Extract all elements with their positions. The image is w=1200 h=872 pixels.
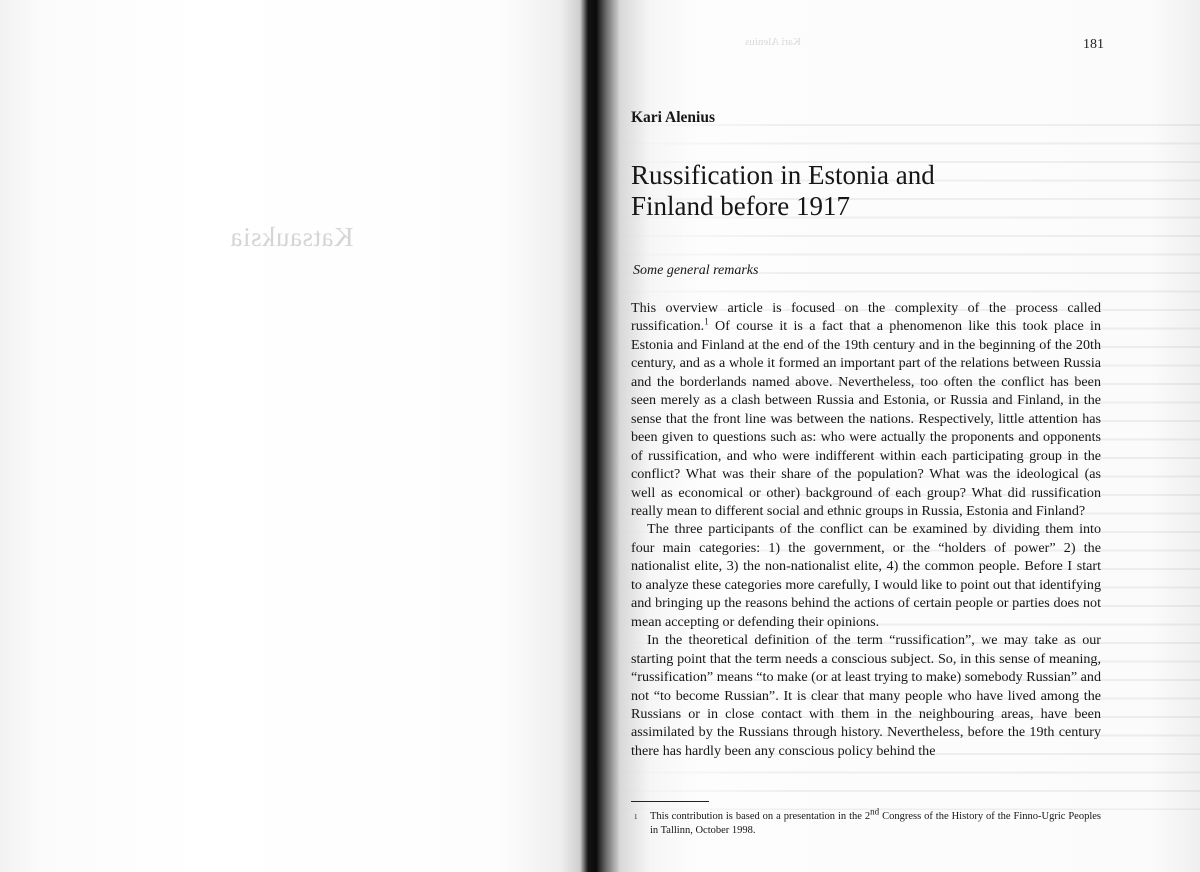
section-subheading: Some general remarks	[633, 263, 759, 278]
footnote	[631, 806, 1102, 838]
footnote-text-end: Congress of the History of the Finno-Ugric Peoples in Tallinn, October 1998.	[650, 811, 1102, 836]
footnote-divider	[631, 801, 709, 802]
footnote-reference: 1	[704, 316, 709, 327]
paragraph-1-start: This overview article is focused on the complexity of the process called russification.	[631, 300, 1101, 335]
bleed-through-header: Kari Alenius	[745, 36, 801, 48]
bleed-through-text: Katsauksia	[230, 222, 354, 252]
title-line-1: Russification in Estonia and	[631, 160, 935, 190]
title-line-2: Finland before 1917	[631, 191, 850, 221]
left-page	[0, 0, 585, 872]
paragraph-2: The three participants of the conflict can be examined by dividing them into four main categories: 1) the government, or the “holders of power” 2) the nationalist elite, 3) the non-nationalist elite, 4) the common people. Before I start to analyze these categories more carefully, I would like to point out that identifying and bringing up the reasons behind the actions of certain people or parties does not mean accepting or defending their opinions.	[631, 521, 1101, 630]
footnote-text	[650, 806, 1102, 838]
article-body	[631, 299, 1101, 760]
footnote-ordinal: nd	[870, 806, 880, 817]
article-title	[631, 160, 935, 222]
author-name: Kari Alenius	[631, 109, 715, 126]
footnote-text-start: This contribution is based on a presentation in the 2	[650, 811, 871, 822]
paragraph-1-rest: Of course it is a fact that a phenomenon like this took place in Estonia and Finland at the end of the 19th century and in the beginning of the 20th century, and as a whole it formed an important part of the relations between Russia and the borderlands named above. Nevertheless, too often the conflict has been seen merely as a clash between Russia and Estonia, or Russia and Finland, in the sense that the front line was between the nations. Respectively, little attention has been given to questions such as: who were actually the proponents and opponents of russification, and who were indifferent within each participating group in the conflict? What was their share of the population? What was the ideological (as well as economical or other) background of each group? What did russification really mean to different social and ethnic groups in Russia, Estonia and Finland?	[631, 318, 1101, 519]
footnote-marker: 1	[634, 813, 638, 821]
page-number: 181	[1083, 37, 1104, 52]
paragraph-3: In the theoretical definition of the term “russification”, we may take as our starting point that the term needs a conscious subject. So, in this sense of meaning, “russification” means “to make (or at least trying to make) somebody Russian” and not “to become Russian”. It is clear that many people who have lived among the Russians or in close contact with them in the neighbouring areas, have been assimilated by the Russians through history. Nevertheless, before the 19th century there has hardly been any conscious policy behind the	[631, 632, 1101, 759]
paragraph-1	[631, 299, 1101, 520]
right-page	[610, 0, 1200, 872]
